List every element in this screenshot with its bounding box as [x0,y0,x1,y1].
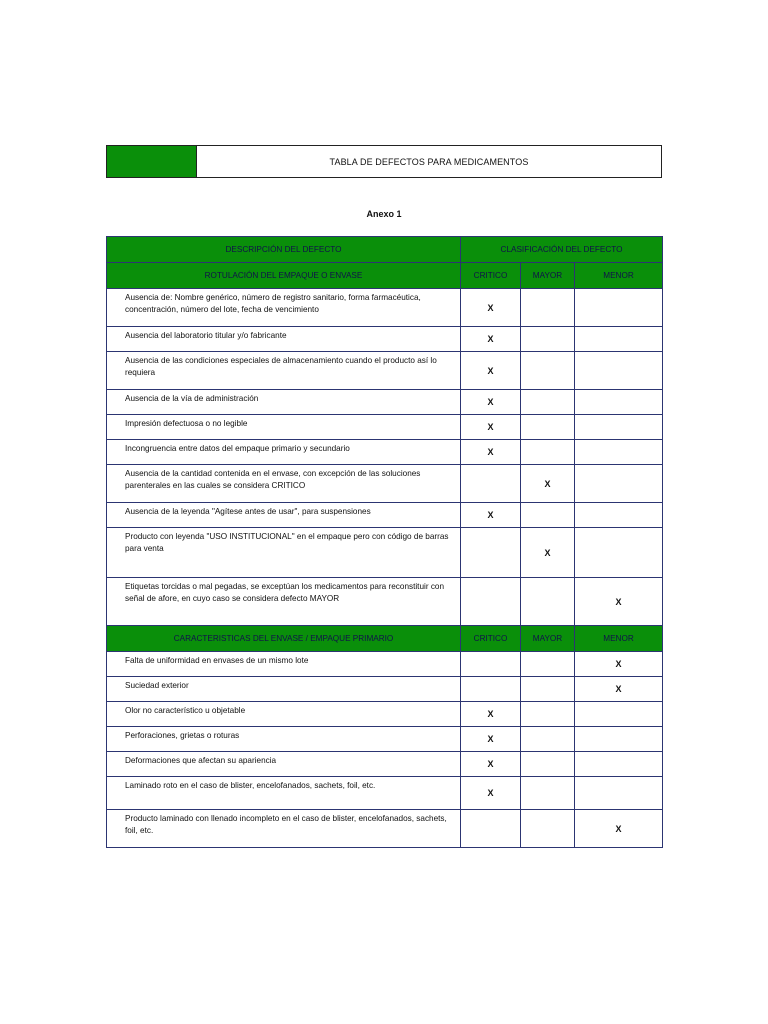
defect-description: Ausencia del laboratorio titular y/o fabricante [107,327,461,352]
defects-table [106,236,663,848]
title-green-block [107,146,197,177]
table-row [107,528,663,578]
defect-description: Deformaciones que afectan su apariencia [107,752,461,777]
table-row [107,352,663,390]
mark-critico [461,677,521,702]
column-header-description: DESCRIPCIÓN DEL DEFECTO [107,237,461,263]
mark-critico [461,578,521,626]
document-title: TABLA DE DEFECTOS PARA MEDICAMENTOS [329,156,529,167]
mark-critico: X [461,727,521,752]
mark-menor [575,752,663,777]
defect-description: Producto con leyenda "USO INSTITUCIONAL" en el empaque pero con código de barras para venta [107,528,461,578]
table-row [107,677,663,702]
defect-description: Olor no característico u objetable [107,702,461,727]
mark-menor [575,440,663,465]
defect-description: Ausencia de la leyenda "Agítese antes de usar", para suspensiones [107,503,461,528]
mark-critico: X [461,702,521,727]
defect-description: Ausencia de: Nombre genérico, número de registro sanitario, forma farmacéutica, concentración, número del lote, fecha de vencimiento [107,289,461,327]
mark-menor [575,702,663,727]
mark-menor [575,352,663,390]
mark-critico: X [461,503,521,528]
mark-menor [575,503,663,528]
mark-critico [461,465,521,503]
table-row [107,777,663,810]
mark-mayor [521,289,575,327]
column-header-critico: CRITICO [461,626,521,652]
table-row [107,465,663,503]
table-row [107,390,663,415]
mark-critico: X [461,390,521,415]
defect-description: Producto laminado con llenado incompleto en el caso de blister, encelofanados, sachets, foil, etc. [107,810,461,848]
mark-menor [575,415,663,440]
mark-menor [575,289,663,327]
mark-critico: X [461,352,521,390]
mark-menor: X [575,677,663,702]
section-header-row [107,263,663,289]
mark-mayor [521,810,575,848]
mark-critico: X [461,440,521,465]
defect-description: Ausencia de la cantidad contenida en el envase, con excepción de las soluciones parenterales en las cuales se considera CRITICO [107,465,461,503]
mark-critico [461,810,521,848]
mark-mayor [521,777,575,810]
table-row [107,702,663,727]
section-title: ROTULACIÓN DEL EMPAQUE O ENVASE [107,263,461,289]
mark-mayor [521,652,575,677]
table-row [107,289,663,327]
mark-menor: X [575,810,663,848]
column-header-menor: MENOR [575,626,663,652]
document-title-box [106,145,662,178]
defect-description: Incongruencia entre datos del empaque primario y secundario [107,440,461,465]
mark-mayor [521,677,575,702]
mark-mayor [521,727,575,752]
mark-menor [575,727,663,752]
column-header-mayor: MAYOR [521,263,575,289]
section-title: CARACTERISTICAS DEL ENVASE / EMPAQUE PRIMARIO [107,626,461,652]
column-header-menor: MENOR [575,263,663,289]
mark-mayor [521,352,575,390]
annex-label: Anexo 1 [366,209,402,219]
column-header-classification: CLASIFICACIÓN DEL DEFECTO [461,237,663,263]
column-header-critico: CRITICO [461,263,521,289]
table-row [107,752,663,777]
mark-critico: X [461,415,521,440]
mark-mayor: X [521,528,575,578]
mark-menor: X [575,652,663,677]
mark-mayor [521,752,575,777]
mark-menor [575,777,663,810]
mark-mayor [521,390,575,415]
table-header-row [107,237,663,263]
mark-menor [575,465,663,503]
mark-menor [575,390,663,415]
mark-critico: X [461,327,521,352]
section-header-row [107,626,663,652]
defect-description: Suciedad exterior [107,677,461,702]
mark-menor [575,327,663,352]
defect-description: Perforaciones, grietas o roturas [107,727,461,752]
mark-critico: X [461,289,521,327]
table-row [107,727,663,752]
table-row [107,652,663,677]
table-row [107,810,663,848]
defect-description: Laminado roto en el caso de blister, encelofanados, sachets, foil, etc. [107,777,461,810]
mark-critico: X [461,777,521,810]
mark-mayor: X [521,465,575,503]
mark-mayor [521,327,575,352]
mark-mayor [521,578,575,626]
mark-menor [575,528,663,578]
mark-mayor [521,440,575,465]
mark-mayor [521,503,575,528]
mark-critico [461,528,521,578]
column-header-mayor: MAYOR [521,626,575,652]
mark-mayor [521,702,575,727]
mark-menor: X [575,578,663,626]
table-row [107,327,663,352]
mark-critico: X [461,752,521,777]
table-row [107,440,663,465]
defect-description: Ausencia de las condiciones especiales de almacenamiento cuando el producto así lo requiera [107,352,461,390]
defect-description: Impresión defectuosa o no legible [107,415,461,440]
mark-mayor [521,415,575,440]
defect-description: Ausencia de la vía de administración [107,390,461,415]
table-row [107,415,663,440]
table-row [107,578,663,626]
table-row [107,503,663,528]
defect-description: Falta de uniformidad en envases de un mismo lote [107,652,461,677]
mark-critico [461,652,521,677]
defect-description: Etiquetas torcidas o mal pegadas, se exceptúan los medicamentos para reconstituir con señal de afore, en cuyo caso se considera defecto MAYOR [107,578,461,626]
